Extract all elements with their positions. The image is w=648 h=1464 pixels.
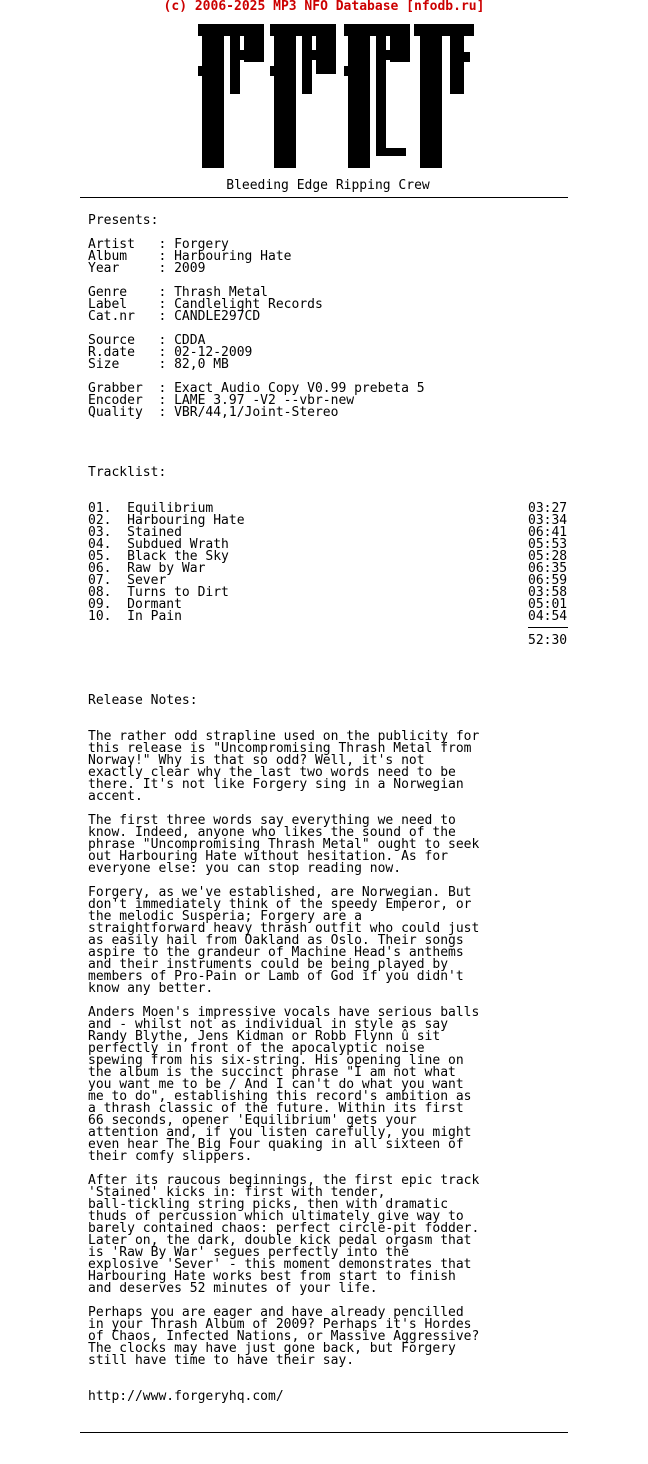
release-notes-line: Norway!" Why is that so odd? Well, it's not	[88, 753, 425, 768]
release-notes-line: attention and, if you listen carefully, you might	[88, 1125, 472, 1140]
track-row: 02. Harbouring Hate	[88, 513, 245, 528]
release-notes-line: Perhaps you are eager and have already pencilled	[88, 1305, 464, 1320]
track-row: 07. Sever	[88, 573, 167, 588]
release-notes-line: out Harbouring Hate without hesitation. As for	[88, 849, 449, 864]
year-line: Year : 2009	[88, 261, 206, 276]
release-notes-line: perfectly in front of the apocalyptic noise	[88, 1041, 425, 1056]
track-time: 05:28	[528, 549, 568, 564]
track-time: 06:35	[528, 561, 568, 576]
release-notes-line: even hear The Big Four quaking in all sixteen of	[88, 1137, 464, 1152]
release-notes-line: is 'Raw By War' segues perfectly into the	[88, 1245, 409, 1260]
release-notes-line: ball-tickling string picks, then with dramatic	[88, 1197, 449, 1212]
release-notes-line: their comfy slippers.	[88, 1149, 253, 1164]
brb-block-logo-icon	[198, 22, 474, 170]
size-line: Size : 82,0 MB	[88, 357, 229, 372]
track-time: 06:41	[528, 525, 568, 540]
release-notes-line: and - whilst not as individual in style as say	[88, 1017, 449, 1032]
release-notes-line: know. Indeed, anyone who likes the sound of the	[88, 825, 456, 840]
label-line: Label : Candlelight Records	[88, 297, 323, 312]
total-rule	[528, 627, 568, 628]
logo-letter-b-left	[198, 24, 264, 168]
release-notes-line: The first three words say everything we need to	[88, 813, 456, 828]
grabber-line: Grabber : Exact Audio Copy V0.99 prebeta 5	[88, 381, 425, 396]
nfodb-header-link[interactable]: (c) 2006-2025 MP3 NFO Database [nfodb.ru]	[163, 0, 485, 14]
crew-name: Bleeding Edge Ripping Crew	[226, 178, 430, 193]
release-notes-line: you want me to be / And I can't do what you want	[88, 1077, 464, 1092]
release-notes-line: the album is the succinct phrase "I am not what	[88, 1065, 456, 1080]
release-notes-heading: Release Notes:	[88, 693, 198, 708]
release-notes-line: of Chaos, Infected Nations, or Massive Aggressive?	[88, 1329, 480, 1344]
release-notes-line: still have time to have their say.	[88, 1353, 355, 1368]
track-time: 05:01	[528, 597, 568, 612]
source-line: Source : CDDA	[88, 333, 206, 348]
release-notes-line: know any better.	[88, 981, 214, 996]
track-time: 04:54	[528, 609, 568, 624]
track-row: 04. Subdued Wrath	[88, 537, 229, 552]
release-notes-line: Later on, the dark, double kick pedal orgasm that	[88, 1233, 472, 1248]
album-line: Album : Harbouring Hate	[88, 249, 292, 264]
track-time: 05:53	[528, 537, 568, 552]
logo-letter-c-right	[414, 24, 474, 168]
track-row: 09. Dormant	[88, 597, 182, 612]
release-notes-line: The rather odd strapline used on the publicity for	[88, 729, 480, 744]
release-notes-line: a thrash classic of the future. Within its first	[88, 1101, 464, 1116]
release-notes-line: 66 seconds, opener 'Equilibrium' gets your	[88, 1113, 417, 1128]
track-row: 01. Equilibrium	[88, 501, 214, 516]
track-row: 08. Turns to Dirt	[88, 585, 229, 600]
website-link[interactable]: http://www.forgeryhq.com/	[88, 1389, 284, 1404]
tracklist-heading: Tracklist:	[88, 465, 167, 480]
release-notes-line: straightforward heavy thrash outfit who could just	[88, 921, 480, 936]
release-notes-line: and deserves 52 minutes of your life.	[88, 1281, 378, 1296]
release-notes-line: phrase "Uncompromising Thrash Metal" ought to seek	[88, 837, 480, 852]
encoder-line: Encoder : LAME 3.97 -V2 --vbr-new	[88, 393, 355, 408]
catnr-line: Cat.nr : CANDLE297CD	[88, 309, 261, 324]
release-notes-line: barely contained chaos: perfect circle-pit fodder.	[88, 1221, 480, 1236]
release-notes-line: 'Stained' kicks in: first with tender,	[88, 1185, 386, 1200]
release-notes-line: don't immediately think of the speedy Emperor, or	[88, 897, 472, 912]
release-notes-line: members of Pro-Pain or Lamb of God if you didn't	[88, 969, 464, 984]
track-row: 10. In Pain	[88, 609, 182, 624]
genre-line: Genre : Thrash Metal	[88, 285, 269, 300]
track-time: 03:27	[528, 501, 568, 516]
track-row: 03. Stained	[88, 525, 182, 540]
track-time: 03:34	[528, 513, 568, 528]
release-notes-line: After its raucous beginnings, the first epic track	[88, 1173, 480, 1188]
release-notes-line: Randy Blythe, Jens Kidman or Robb Flynn û sit	[88, 1029, 441, 1044]
release-notes-line: the melodic Susperia; Forgery are a	[88, 909, 362, 924]
top-divider	[80, 197, 568, 198]
release-notes-line: in your Thrash Album of 2009? Perhaps it's Hordes	[88, 1317, 472, 1332]
release-notes-line: this release is "Uncompromising Thrash Metal from	[88, 741, 472, 756]
release-notes-line: Harbouring Hate works best from start to finish	[88, 1269, 456, 1284]
release-notes-line: Anders Moen's impressive vocals have serious balls	[88, 1005, 480, 1020]
release-notes-line: spewing from his six-string. His opening line on	[88, 1053, 464, 1068]
release-notes-line: everyone else: you can stop reading now.	[88, 861, 402, 876]
release-notes-line: as easily hail from Oakland as Oslo. Their songs	[88, 933, 464, 948]
release-notes-line: Forgery, as we've established, are Norwegian. But	[88, 885, 472, 900]
release-notes-line: The clocks may have just gone back, but Forgery	[88, 1341, 456, 1356]
track-row: 05. Black the Sky	[88, 549, 229, 564]
track-time: 03:58	[528, 585, 568, 600]
release-notes-line: there. It's not like Forgery sing in a Norwegian	[88, 777, 464, 792]
rdate-line: R.date : 02-12-2009	[88, 345, 253, 360]
track-row: 06. Raw by War	[88, 561, 206, 576]
total-time: 52:30	[528, 633, 568, 648]
release-notes-line: accent.	[88, 789, 143, 804]
release-notes-line: explosive 'Sever' - this moment demonstrates that	[88, 1257, 472, 1272]
release-notes-line: thuds of percussion which ultimately give way to	[88, 1209, 464, 1224]
release-notes-line: aspire to the grandeur of Machine Head's anthems	[88, 945, 464, 960]
presents-label: Presents:	[88, 213, 159, 228]
quality-line: Quality : VBR/44,1/Joint-Stereo	[88, 405, 339, 420]
track-time: 06:59	[528, 573, 568, 588]
logo-letter-b-right	[344, 24, 410, 168]
bottom-divider	[80, 1432, 568, 1433]
logo-letter-r-middle	[270, 24, 336, 168]
artist-line: Artist : Forgery	[88, 237, 229, 252]
release-notes-line: exactly clear why the last two words need to be	[88, 765, 456, 780]
release-notes-line: and their instruments could be being played by	[88, 957, 449, 972]
release-notes-line: me to do", establishing this record's ambition as	[88, 1089, 472, 1104]
